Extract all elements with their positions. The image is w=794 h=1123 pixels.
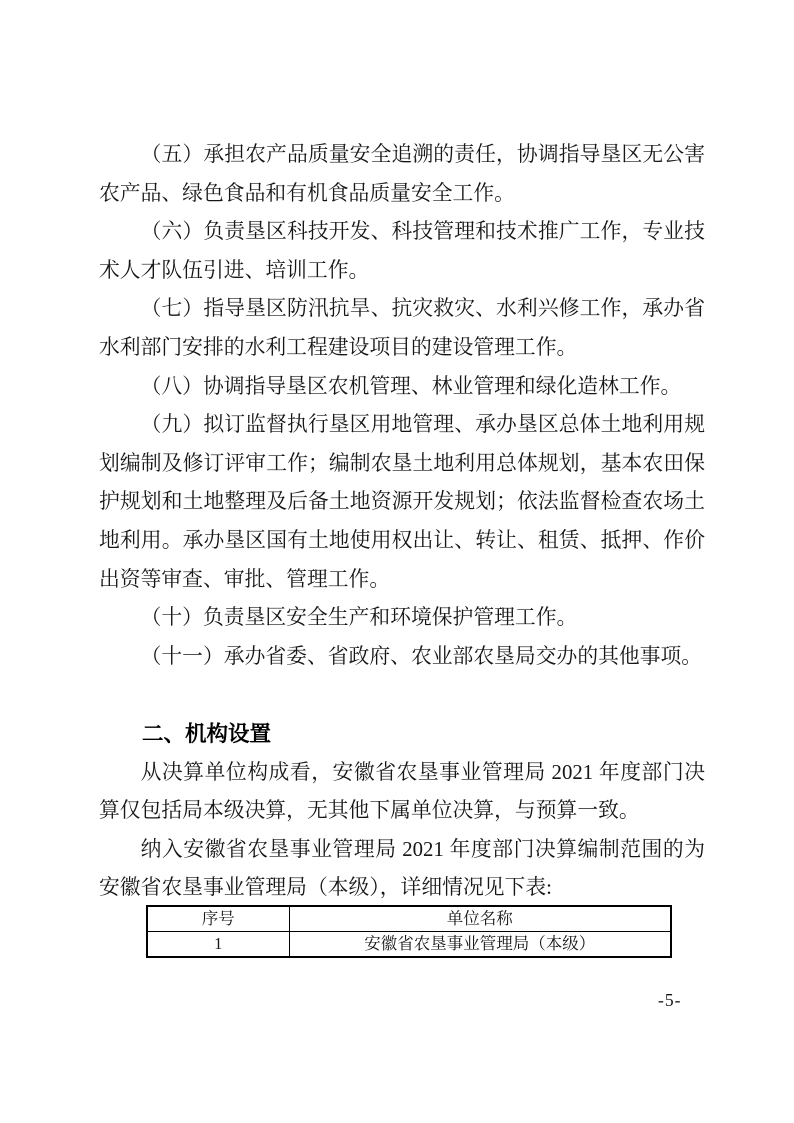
paragraph-duty-10: （十）负责垦区安全生产和环境保护管理工作。: [140, 606, 578, 630]
table-header-unit-name: 单位名称: [289, 906, 671, 932]
units-table: [146, 905, 672, 958]
paragraph-duty-11: （十一）承办省委、省政府、农业部农垦局交办的其他事项。: [140, 644, 703, 668]
paragraph-duty-7: （七）指导垦区防汛抗旱、抗灾救灾、水利兴修工作，承办省水利部门安排的水利工程建设项目的建设管理工作。: [99, 297, 705, 359]
page-number: -5-: [658, 990, 682, 1010]
section-heading-organization: 二、机构设置: [142, 721, 272, 746]
paragraph-duty-9: （九）拟订监督执行垦区用地管理、承办垦区总体土地利用规划编制及修订评审工作；编制农垦土地利用总体规划，基本农田保护规划和土地整理及后备土地资源开发规划；依法监督检查农场土地利用。承办垦区国有土地使用权出让、转让、租赁、抵押、作价出资等审查、审批、管理工作。: [99, 413, 705, 591]
paragraph-duty-8: （八）协调指导垦区农机管理、林业管理和绿化造林工作。: [140, 374, 682, 398]
table-row: [147, 931, 671, 957]
paragraph-section-1: 从决算单位构成看，安徽省农垦事业管理局 2021 年度部门决算仅包括局本级决算，无其他下属单位决算，与预算一致。: [99, 760, 705, 823]
paragraph-duty-6: （六）负责垦区科技开发、科技管理和技术推广工作，专业技术人才队伍引进、培训工作。: [99, 220, 705, 282]
table-cell-seq: 1: [147, 931, 289, 957]
document-content: [99, 136, 705, 958]
paragraph-section-2: 纳入安徽省农垦事业管理局 2021 年度部门决算编制范围的为安徽省农垦事业管理局（本级），详细情况见下表:: [99, 837, 705, 900]
table-header-seq: 序号: [147, 906, 289, 932]
table-cell-unit-name: 安徽省农垦事业管理局（本级）: [289, 931, 671, 957]
paragraph-duty-5: （五）承担农产品质量安全追溯的责任，协调指导垦区无公害农产品、绿色食品和有机食品质量安全工作。: [99, 143, 705, 205]
table-header-row: [147, 906, 671, 932]
